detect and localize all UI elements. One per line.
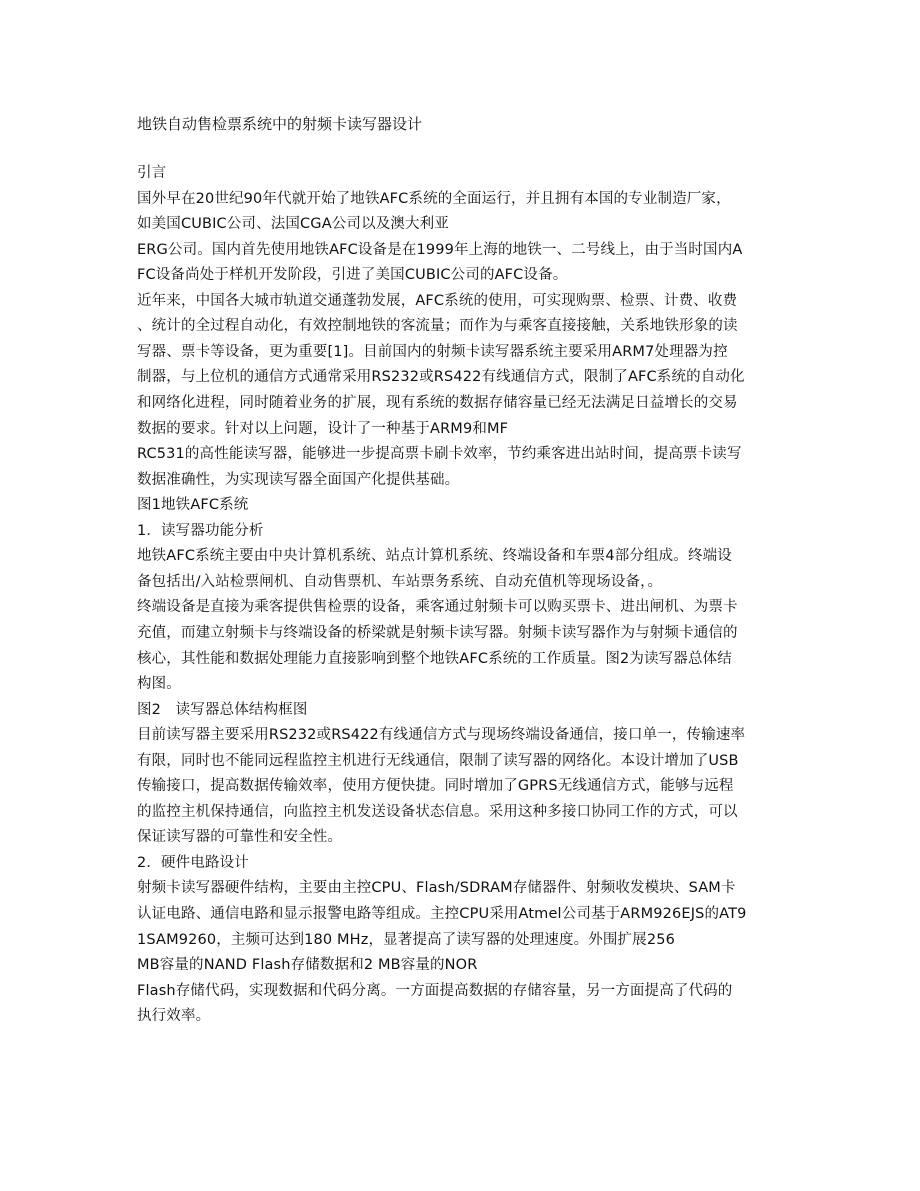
text-line: 执行效率。 xyxy=(137,1008,211,1025)
text-line: 写器、票卡等设备，更为重要[1]。目前国内的射频卡读写器系统主要采用ARM7处理器为控 xyxy=(137,343,728,360)
text-line: 引言 xyxy=(137,165,167,181)
text-line: RC531的高性能读写器，能够进一步提高票卡刷卡效率，节约乘客进出站时间，提高票卡读写 xyxy=(137,446,742,463)
text-line: 备包括出/入站检票闸机、自动售票机、车站票务系统、自动充值机等现场设备，。 xyxy=(137,573,663,590)
text-line: 有限，同时也不能同远程监控主机进行无线通信，限制了读写器的网络化。本设计增加了USB xyxy=(137,752,739,769)
text-line: 数据的要求。针对以上问题，设计了一种基于ARM9和MF xyxy=(137,420,509,437)
text-line: 近年来，中国各大城市轨道交通蓬勃发展，AFC系统的使用，可实现购票、检票、计费、收费 xyxy=(137,292,738,309)
text-line: 地铁AFC系统主要由中央计算机系统、站点计算机系统、终端设备和车票4部分组成。终端设 xyxy=(137,548,732,565)
text-line: MB容量的NAND Flash存储数据和2 MB容量的NOR xyxy=(137,957,478,974)
text-line: 认证电路、通信电路和显示报警电路等组成。主控CPU采用Atmel公司基于ARM926EJS的AT9 xyxy=(137,906,747,922)
text-line: 的监控主机保持通信，向监控主机发送设备状态信息。采用这种多接口协同工作的方式，可以 xyxy=(137,803,738,820)
text-line: 核心，其性能和数据处理能力直接影响到整个地铁AFC系统的工作质量。图2为读写器总体结 xyxy=(137,650,732,667)
text-line: 图1地铁AFC系统 xyxy=(137,497,249,514)
text-line: 传输接口，提高数据传输效率，使用方便快捷。同时增加了GPRS无线通信方式，能够与远程 xyxy=(137,778,734,795)
text-line: FC设备尚处于样机开发阶段，引进了美国CUBIC公司的AFC设备。 xyxy=(137,267,568,284)
text-line: 数据准确性，为实现读写器全面国产化提供基础。 xyxy=(137,471,460,488)
text-line: 射频卡读写器硬件结构，主要由主控CPU、Flash/SDRAM存储器件、射频收发模块、SAM卡 xyxy=(137,880,736,897)
text-line: 保证读写器的可靠性和安全性。 xyxy=(137,829,343,846)
text-line: 制器，与上位机的通信方式通常采用RS232或RS422有线通信方式，限制了AFC系统的自动化 xyxy=(137,369,745,386)
text-line: 充值，而建立射频卡与终端设备的桥梁就是射频卡读写器。射频卡读写器作为与射频卡通信的 xyxy=(137,624,738,641)
text-line: 构图。 xyxy=(137,676,181,692)
text-line: 1．读写器功能分析 xyxy=(137,522,264,539)
text-line: 如美国CUBIC公司、法国CGA公司以及澳大利亚 xyxy=(137,216,449,233)
text-line: 目前读写器主要采用RS232或RS422有线通信方式与现场终端设备通信，接口单一，传输速率 xyxy=(137,727,746,744)
text-line: 2．硬件电路设计 xyxy=(137,854,249,871)
document-title: 地铁自动售检票系统中的射频卡读写器设计 xyxy=(137,115,423,133)
text-line: 、统计的全过程自动化，有效控制地铁的客流量；而作为与乘客直接接触，关系地铁形象的读 xyxy=(137,318,738,335)
text-line: 1SAM9260，主频可达到180 MHz，显著提高了读写器的处理速度。外围扩展256 xyxy=(137,931,675,948)
text-line: 和网络化进程，同时随着业务的扩展，现有系统的数据存储容量已经无法满足日益增长的交易 xyxy=(137,395,738,411)
text-line: 终端设备是直接为乘客提供售检票的设备，乘客通过射频卡可以购买票卡、进出闸机、为票卡 xyxy=(137,599,738,616)
text-line: ERG公司。国内首先使用地铁AFC设备是在1999年上海的地铁一、二号线上，由于当时国内A xyxy=(137,241,743,258)
text-line: 国外早在20世纪90年代就开始了地铁AFC系统的全面运行，并且拥有本国的专业制造厂家， xyxy=(137,190,731,207)
text-line: Flash存储代码，实现数据和代码分离。一方面提高数据的存储容量，另一方面提高了代码的 xyxy=(137,982,733,999)
text-line: 图2 读写器总体结构框图 xyxy=(137,701,308,718)
